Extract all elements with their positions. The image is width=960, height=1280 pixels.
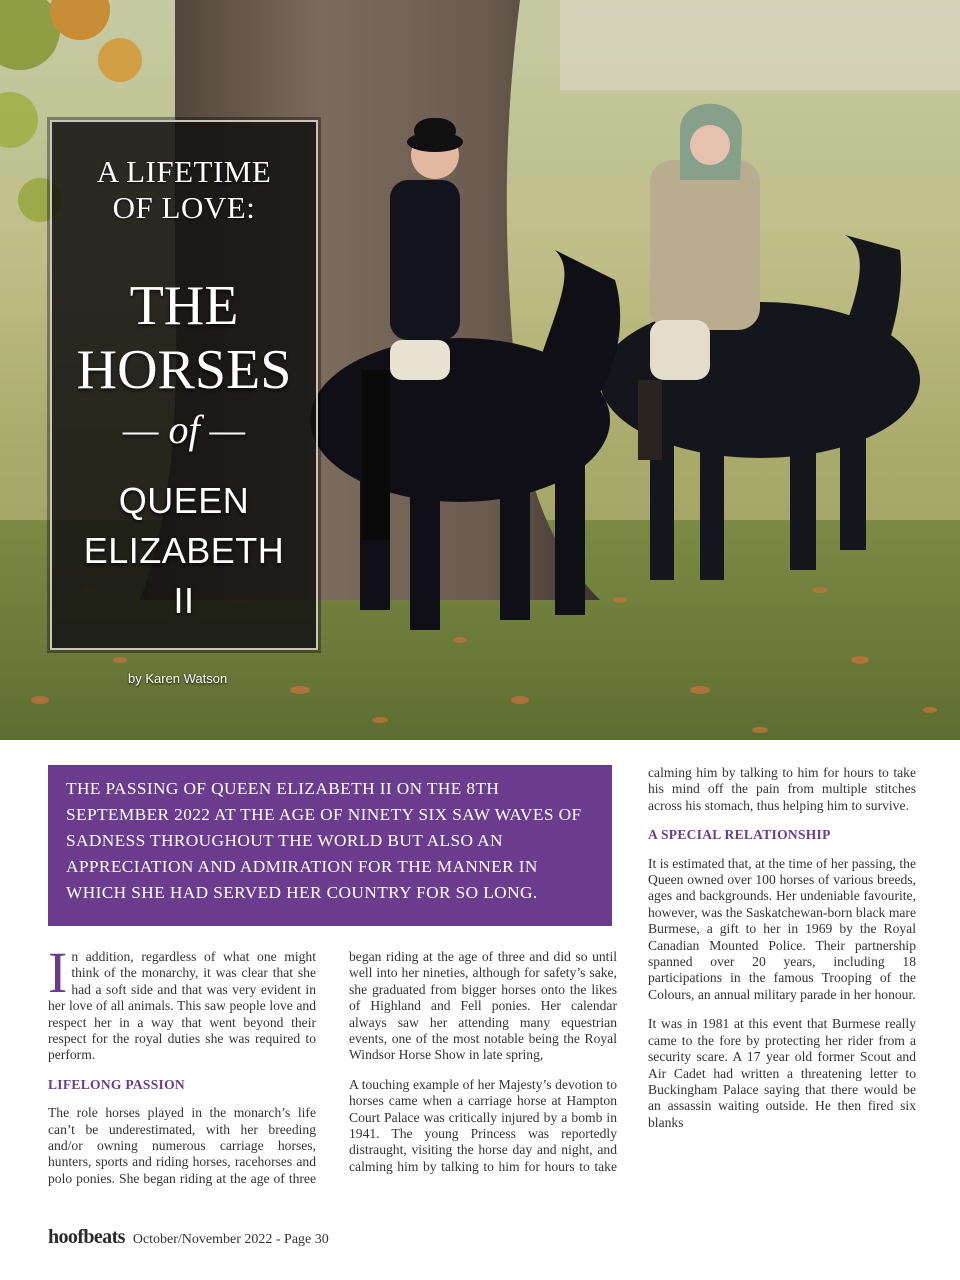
- kicker-line: OF LOVE:: [112, 190, 256, 225]
- kicker: [52, 154, 316, 226]
- article-paragraph-continued: calming him by talking to him for hours to take his mind off the pain from multiple stitches across his stomach, thus helping him to survive.: [648, 765, 916, 813]
- article-paragraph: It is estimated that, at the time of her passing, the Queen owned over 100 horses of various breeds, ages and backgrounds. Her undeniable favourite, however, was the Saskatchewan-born black mare Burmese, a gift to her in 1969 by the Royal Canadian Mounted Police. Their partnership spanned over 20 years, including 18 participations in the famous Trooping of the Colours, an annual military parade in her honour.: [648, 855, 916, 1002]
- section-heading: A SPECIAL RELATIONSHIP: [648, 827, 831, 843]
- article-column-1: [48, 940, 316, 1200]
- article-paragraph: [349, 1077, 617, 1175]
- article-paragraph: [48, 940, 316, 1064]
- headline-sub-line: QUEEN: [118, 480, 250, 521]
- magazine-logo: hoofbeats: [48, 1226, 125, 1248]
- standfirst-box: THE PASSING OF QUEEN ELIZABETH II ON THE 8TH SEPTEMBER 2022 AT THE AGE OF NINETY SIX SAW WAVES OF SADNESS THROUGHOUT THE WORLD BUT ALSO AN APPRECIATION AND ADMIRATION FOR THE MANNER IN WHICH SHE HAD SERVED HER COUNTRY FOR SO LONG.: [48, 765, 612, 926]
- article-paragraph-text: The role horses played in the monarch’s life can’t be underestimated, with her breeding and/or owning numerous carriage horses, hunters, sports and riding horses, racehorses and polo ponies. She began riding at the age of three: [48, 1105, 316, 1186]
- article-paragraph: It was in 1981 at this event that Burmese really came to the fore by protecting her rider from a security scare. A 17 year old former Scout and Air Cadet had written a threatening letter to Buckingham Palace saying that there would be an assassin waiting outside. He then fired six blanks: [648, 1016, 916, 1130]
- section-heading: LIFELONG PASSION: [48, 1076, 185, 1092]
- headline-of: — of —: [122, 407, 246, 452]
- byline: by Karen Watson: [128, 671, 228, 686]
- article-paragraph-continued: began riding at the age of three and did so until well into her nineties, although for safety’s sake, she graduated from bigger horses onto the likes of Highland and Fell ponies. Her calendar always saw her attending many equestrian events, one of the most notable being the Royal Windsor Horse Show in late spring,: [349, 949, 617, 1063]
- headline-main: [52, 274, 316, 402]
- article-paragraph-text: A touching example of her Majesty’s devotion to horses came when a carriage horse at Hampton Court Palace was critically injured by a bomb in 1941. The young Princess was reportedly distraught, visiting the horse day and night, and calming him by talking to him for hours to take: [349, 1076, 617, 1174]
- headline-sub-line: ELIZABETH: [83, 530, 285, 571]
- article-paragraph-text: n addition, regardless of what one might think of the monarchy, it was clear that she had a soft side and that was very evident in her love of all animals. This saw people love and respect her in a way that went beyond their respect for the royal duties she was required to perform.: [48, 949, 316, 1063]
- title-panel: [50, 120, 318, 650]
- issue-info: October/November 2022 - Page 30: [132, 1232, 329, 1247]
- page-footer: [48, 1226, 329, 1254]
- article-paragraph: [48, 1105, 316, 1187]
- article-column-2: [349, 949, 617, 1188]
- headline-sub: [52, 476, 316, 626]
- headline-line: THE: [129, 275, 239, 337]
- drop-cap: I: [48, 940, 68, 1005]
- headline-sub-line: II: [173, 580, 195, 621]
- headline-line: HORSES: [76, 339, 292, 401]
- kicker-line: A LIFETIME: [96, 154, 272, 189]
- article-column-3: [648, 765, 916, 1144]
